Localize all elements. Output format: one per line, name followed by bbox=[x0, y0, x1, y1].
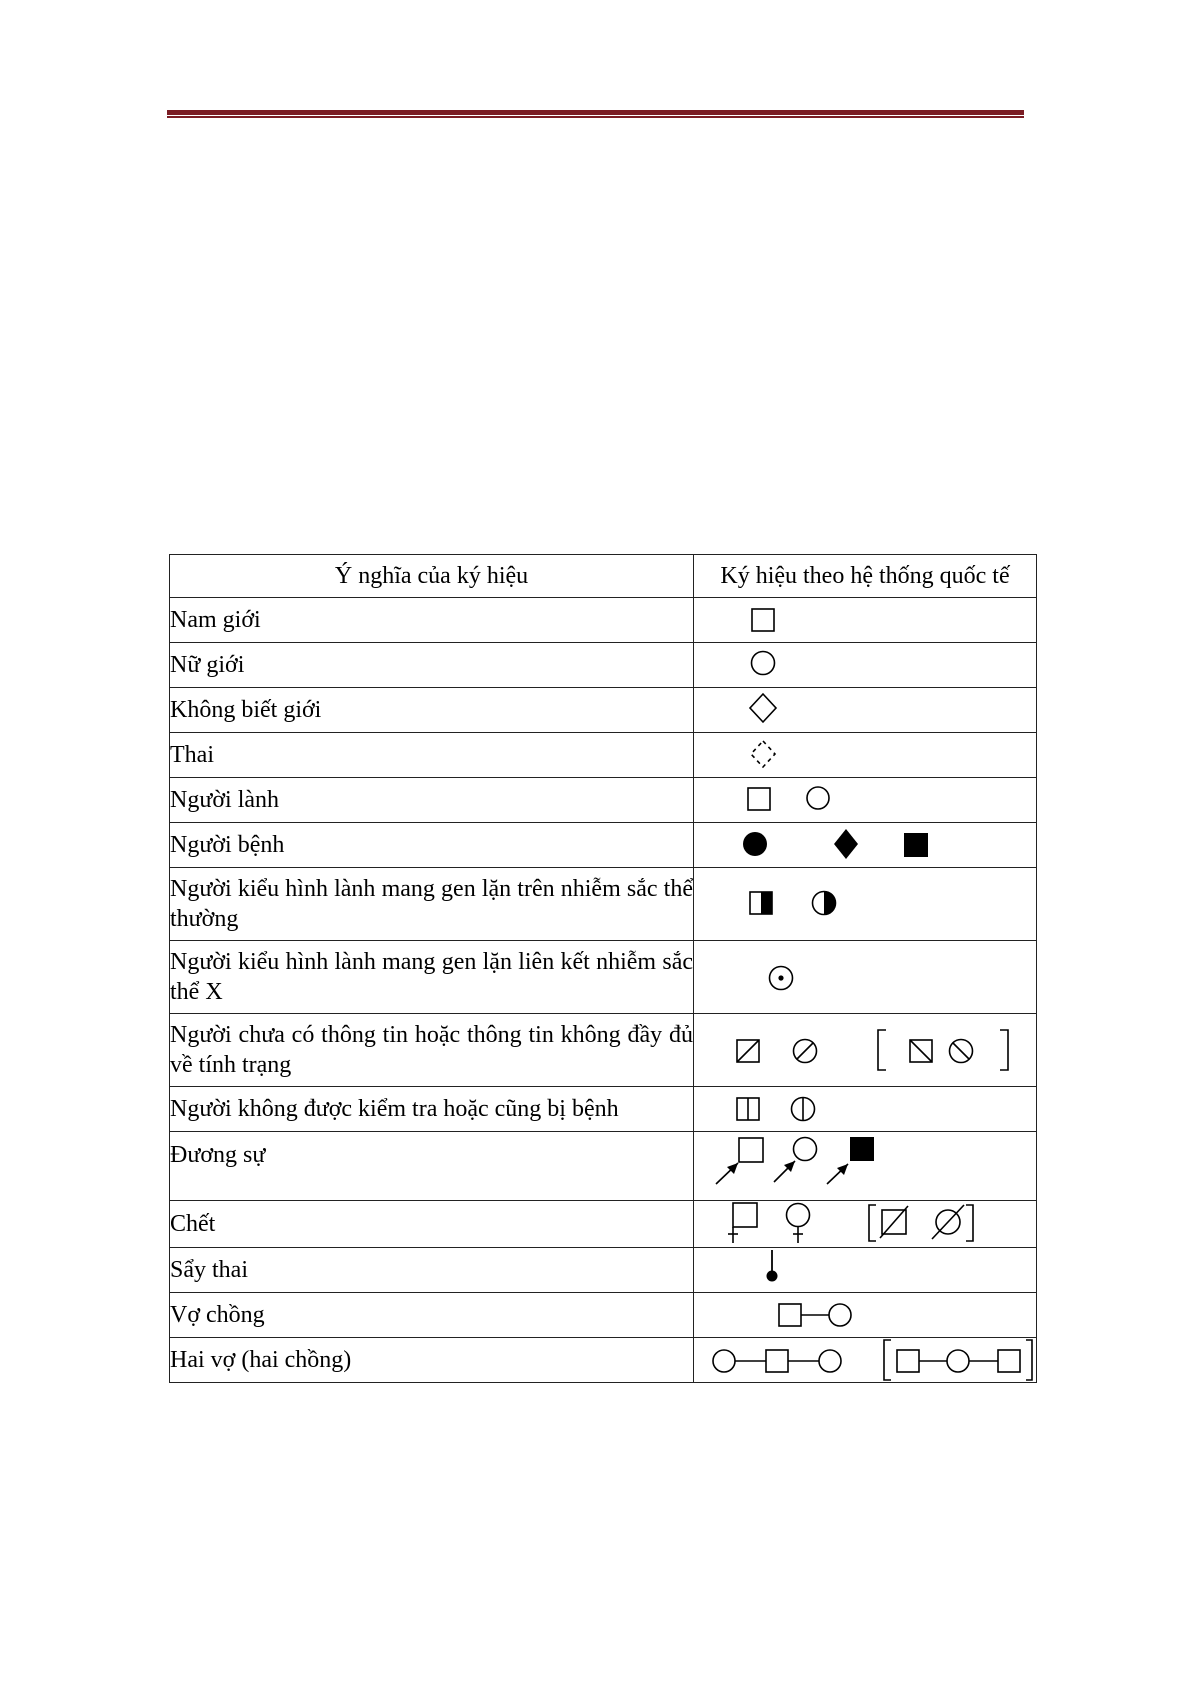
table-row bbox=[170, 1338, 1037, 1383]
table-header-row bbox=[170, 555, 1037, 598]
row-meaning: Chết bbox=[170, 1201, 694, 1248]
table-row bbox=[170, 1248, 1037, 1293]
row-meaning: Hai vợ (hai chồng) bbox=[170, 1338, 694, 1383]
pregnancy-dashed-diamond-icon bbox=[694, 733, 1037, 778]
header-symbol: Ký hiệu theo hệ thống quốc tế bbox=[694, 555, 1037, 598]
table-row bbox=[170, 941, 1037, 1014]
row-meaning: Nữ giới bbox=[170, 643, 694, 688]
couple-line-icon bbox=[694, 1293, 1037, 1338]
row-meaning: Nam giới bbox=[170, 598, 694, 643]
table-row bbox=[170, 1293, 1037, 1338]
female-circle-icon bbox=[694, 643, 1037, 688]
male-square-icon bbox=[694, 598, 1037, 643]
header-rule-thin bbox=[167, 116, 1024, 118]
table-row bbox=[170, 598, 1037, 643]
table-row bbox=[170, 778, 1037, 823]
proband-arrows-icon bbox=[694, 1132, 1037, 1201]
row-meaning: Người bệnh bbox=[170, 823, 694, 868]
pedigree-symbol-table bbox=[169, 554, 1037, 1383]
table-row bbox=[170, 643, 1037, 688]
row-meaning: Vợ chồng bbox=[170, 1293, 694, 1338]
row-meaning: Người không được kiểm tra hoặc cũng bị bệnh bbox=[170, 1087, 694, 1132]
header-rule bbox=[167, 110, 1024, 118]
row-meaning: Người kiểu hình lành mang gen lặn trên nhiễm sắc thể thường bbox=[170, 868, 694, 941]
miscarriage-dot-icon bbox=[694, 1248, 1037, 1293]
unaffected-square-circle-icon bbox=[694, 778, 1037, 823]
table-row bbox=[170, 868, 1037, 941]
table-row bbox=[170, 1014, 1037, 1087]
unknown-status-slashed-icon bbox=[694, 1014, 1037, 1087]
row-meaning: Không biết giới bbox=[170, 688, 694, 733]
deceased-cross-icon bbox=[694, 1201, 1037, 1248]
header-meaning: Ý nghĩa của ký hiệu bbox=[170, 555, 694, 598]
row-meaning: Đương sự bbox=[170, 1132, 694, 1201]
affected-filled-shapes-icon bbox=[694, 823, 1037, 868]
not-examined-split-icon bbox=[694, 1087, 1037, 1132]
row-meaning: Người kiểu hình lành mang gen lặn liên kết nhiễm sắc thể X bbox=[170, 941, 694, 1014]
row-meaning: Người chưa có thông tin hoặc thông tin không đầy đủ về tính trạng bbox=[170, 1014, 694, 1087]
row-meaning: Người lành bbox=[170, 778, 694, 823]
table-row bbox=[170, 1201, 1037, 1248]
table-row bbox=[170, 823, 1037, 868]
row-meaning: Sẩy thai bbox=[170, 1248, 694, 1293]
table-row bbox=[170, 1087, 1037, 1132]
multiple-partners-icon bbox=[694, 1338, 1037, 1383]
row-meaning: Thai bbox=[170, 733, 694, 778]
autosomal-carrier-icon bbox=[694, 868, 1037, 941]
table-row bbox=[170, 733, 1037, 778]
table-row bbox=[170, 688, 1037, 733]
x-linked-carrier-icon bbox=[694, 941, 1037, 1014]
table-row bbox=[170, 1132, 1037, 1201]
header-rule-thick bbox=[167, 110, 1024, 115]
unknown-sex-diamond-icon bbox=[694, 688, 1037, 733]
